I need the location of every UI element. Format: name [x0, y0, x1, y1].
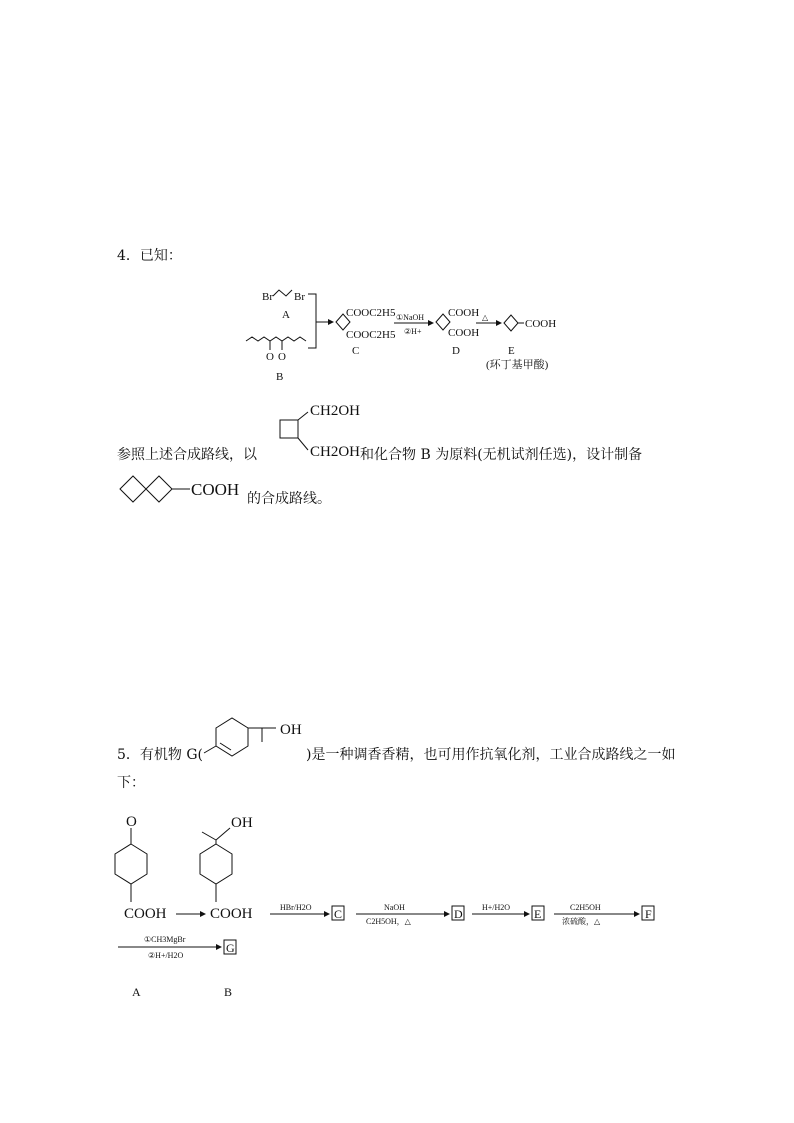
C-substituent-2: COOC2H5	[346, 329, 396, 341]
step1-reagent: HBr/H2O	[280, 903, 312, 912]
step4-condition: 浓硫酸，△	[562, 917, 601, 926]
C-substituent-1: COOC2H5	[346, 307, 396, 319]
target-group: COOH	[191, 480, 240, 499]
step2-reagent: NaOH	[384, 903, 405, 912]
D-substituent-1: COOH	[448, 307, 480, 319]
reagent-acid: ②H+	[404, 327, 422, 336]
q4-text-line1-part1: 参照上述合成路线，以	[117, 447, 257, 463]
target-ring-1	[120, 476, 146, 502]
q5-text-line1-part1: 5．有机物 G(	[117, 747, 204, 763]
C-label: C	[352, 345, 360, 357]
q5-text-line2: 下：	[117, 775, 145, 791]
B-oxygen-1: O	[266, 351, 274, 363]
q4-text-line2-tail: 的合成路线。	[247, 491, 331, 507]
A-label: A	[282, 309, 290, 321]
B-carboxyl: COOH	[210, 906, 253, 922]
q4-diol-structure	[272, 400, 372, 462]
E-ring	[504, 315, 518, 331]
E-name: (环丁基甲酸)	[486, 359, 549, 371]
A-ring	[115, 844, 147, 884]
q4-heading: 4．已知：	[117, 248, 182, 264]
compound-B-label: B	[224, 985, 233, 999]
A-br-right: Br	[294, 291, 305, 303]
q4-target-structure	[116, 474, 256, 506]
B-ring	[200, 844, 232, 884]
diol-top-group: CH2OH	[310, 403, 361, 419]
B-label: B	[276, 371, 284, 383]
heat-symbol: △	[482, 313, 489, 322]
step2-condition: C2H5OH，△	[366, 917, 411, 926]
step4-reagent: C2H5OH	[570, 903, 601, 912]
step5-reagent: ①CH3MgBr	[144, 935, 186, 944]
D-label: D	[454, 907, 463, 921]
B-skeleton	[246, 337, 306, 341]
D-substituent-2: COOH	[448, 327, 480, 339]
B-oxygen-2: O	[278, 351, 286, 363]
G-hydroxyl: OH	[280, 722, 302, 738]
G-label: G	[226, 941, 235, 955]
C-label: C	[334, 907, 343, 921]
G-ring	[216, 718, 248, 756]
A-carboxyl: COOH	[124, 906, 167, 922]
q5-G-structure	[200, 712, 310, 764]
A-br-left: Br	[262, 291, 273, 303]
target-ring-2	[146, 476, 172, 502]
diol-ring	[280, 420, 298, 438]
step3-reagent: H+/H2O	[482, 903, 511, 912]
q5-synthesis-route	[110, 810, 670, 1005]
E-substituent: COOH	[525, 318, 557, 330]
compound-A-label: A	[132, 985, 141, 999]
A-chain	[273, 290, 292, 296]
E-label: E	[508, 345, 515, 357]
D-label: D	[452, 345, 460, 357]
diol-bottom-group: CH2OH	[310, 444, 361, 460]
q5-text-line1-part2: )是一种调香香精，也可用作抗氧化剂，工业合成路线之一如	[306, 747, 676, 763]
step5-condition: ②H+/H2O	[148, 951, 184, 960]
q4-reaction-scheme	[240, 286, 570, 386]
reagent-naoh: ①NaOH	[396, 313, 425, 322]
F-label: F	[645, 907, 652, 921]
combine-bracket	[308, 294, 316, 348]
q4-text-line1-part2: 和化合物 B 为原料(无机试剂任选)，设计制备	[360, 447, 643, 463]
B-hydroxyl: OH	[231, 815, 253, 831]
E-label: E	[534, 907, 542, 921]
A-carbonyl-o: O	[126, 814, 137, 830]
